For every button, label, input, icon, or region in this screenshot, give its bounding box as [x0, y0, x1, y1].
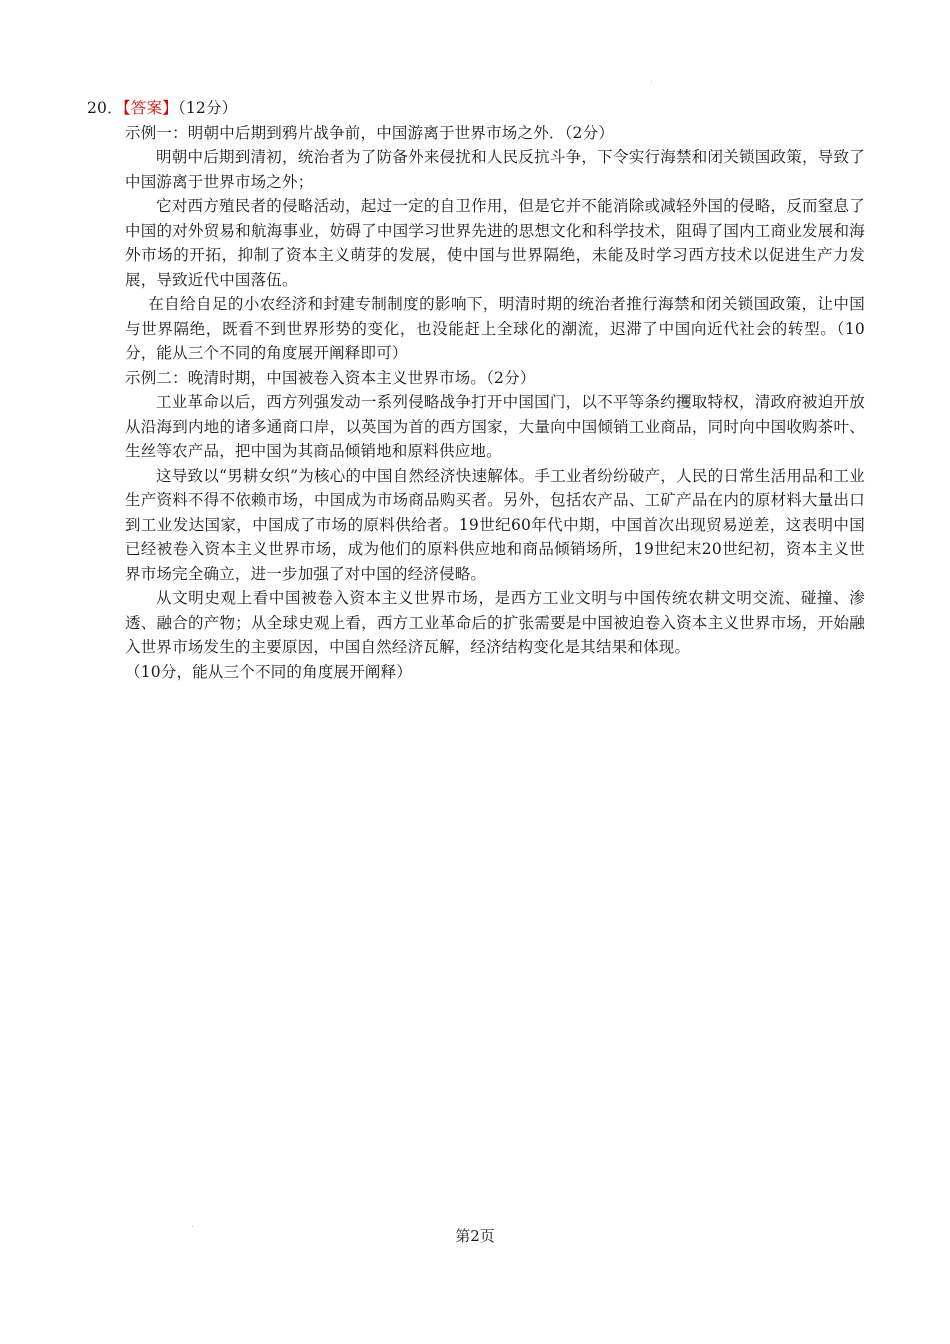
question-number: 20． [87, 99, 123, 117]
example2-paragraph: 工业革命以后，西方列强发动一系列侵略战争打开中国国门，以不平等条约攫取特权，清政府被迫开放从沿海到内地的诸多通商口岸，以英国为首的西方国家，大量向中国倾销工业商品，同时向中国收购茶叶、生丝等农产品，把中国为其商品倾销地和原料供应地。 [125, 393, 865, 460]
example1-paragraph: 在自给自足的小农经济和封建专制制度的影响下，明清时期的统治者推行海禁和闭关锁国政策，让中国与世界隔绝，既看不到世界形势的变化，也没能赶上全球化的潮流，迟滞了中国向近代社会的转型。（10分，能从三个不同的角度展开阐释即可） [125, 295, 865, 362]
example1-paragraph: 它对西方殖民者的侵略活动，起过一定的自卫作用，但是它并不能消除或减轻外国的侵略，反而窒息了中国的对外贸易和航海事业，妨碍了中国学习世界先进的思想文化和科学技术，阻碍了国内工商业发展和海外市场的开拓，抑制了资本主义萌芽的发展，使中国与世界隔绝，未能及时学习西方技术以促进生产力发展，导致近代中国落伍。 [125, 197, 865, 289]
example2-score-note: （10分，能从三个不同的角度展开阐释） [125, 662, 413, 681]
answer-content [87, 96, 865, 684]
scan-speck [651, 81, 652, 82]
example1-heading: 示例一：明朝中后期到鸦片战争前，中国游离于世界市场之外．（2分） [125, 123, 615, 142]
answer-tag: 【答案】 [122, 99, 178, 117]
question-header [87, 96, 865, 121]
page-number: 第2页 [455, 1227, 495, 1245]
question-score: （12分） [177, 99, 238, 117]
example1-paragraph: 明朝中后期到清初，统治者为了防备外来侵扰和人民反抗斗争，下令实行海禁和闭关锁国政策，导致了中国游离于世界市场之外； [125, 148, 865, 191]
example2-heading: 示例二：晚清时期，中国被卷入资本主义世界市场。（2分） [125, 368, 536, 387]
example2-paragraph: 这导致以“男耕女织”为核心的中国自然经济快速解体。手工业者纷纷破产，人民的日常生活用品和工业生产资料不得不依赖市场，中国成为市场商品购买者。另外，包括农产品、工矿产品在内的原材料大量出口到工业发达国家，中国成了市场的原料供给者。19世纪60年代中期，中国首次出现贸易逆差，这表明中国已经被卷入资本主义世界市场，成为他们的原料供应地和商品倾销场所，19世纪末20世纪初，资本主义世界市场完全确立，进一步加强了对中国的经济侵略。 [125, 466, 865, 583]
example2-paragraph: 从文明史观上看中国被卷入资本主义世界市场，是西方工业文明与中国传统农耕文明交流、碰撞、渗透、融合的产物；从全球史观上看，西方工业革命后的扩张需要是中国被迫卷入资本主义世界市场，开始融入世界市场发生的主要原因，中国自然经济瓦解，经济结构变化是其结果和体现。 [125, 589, 865, 656]
